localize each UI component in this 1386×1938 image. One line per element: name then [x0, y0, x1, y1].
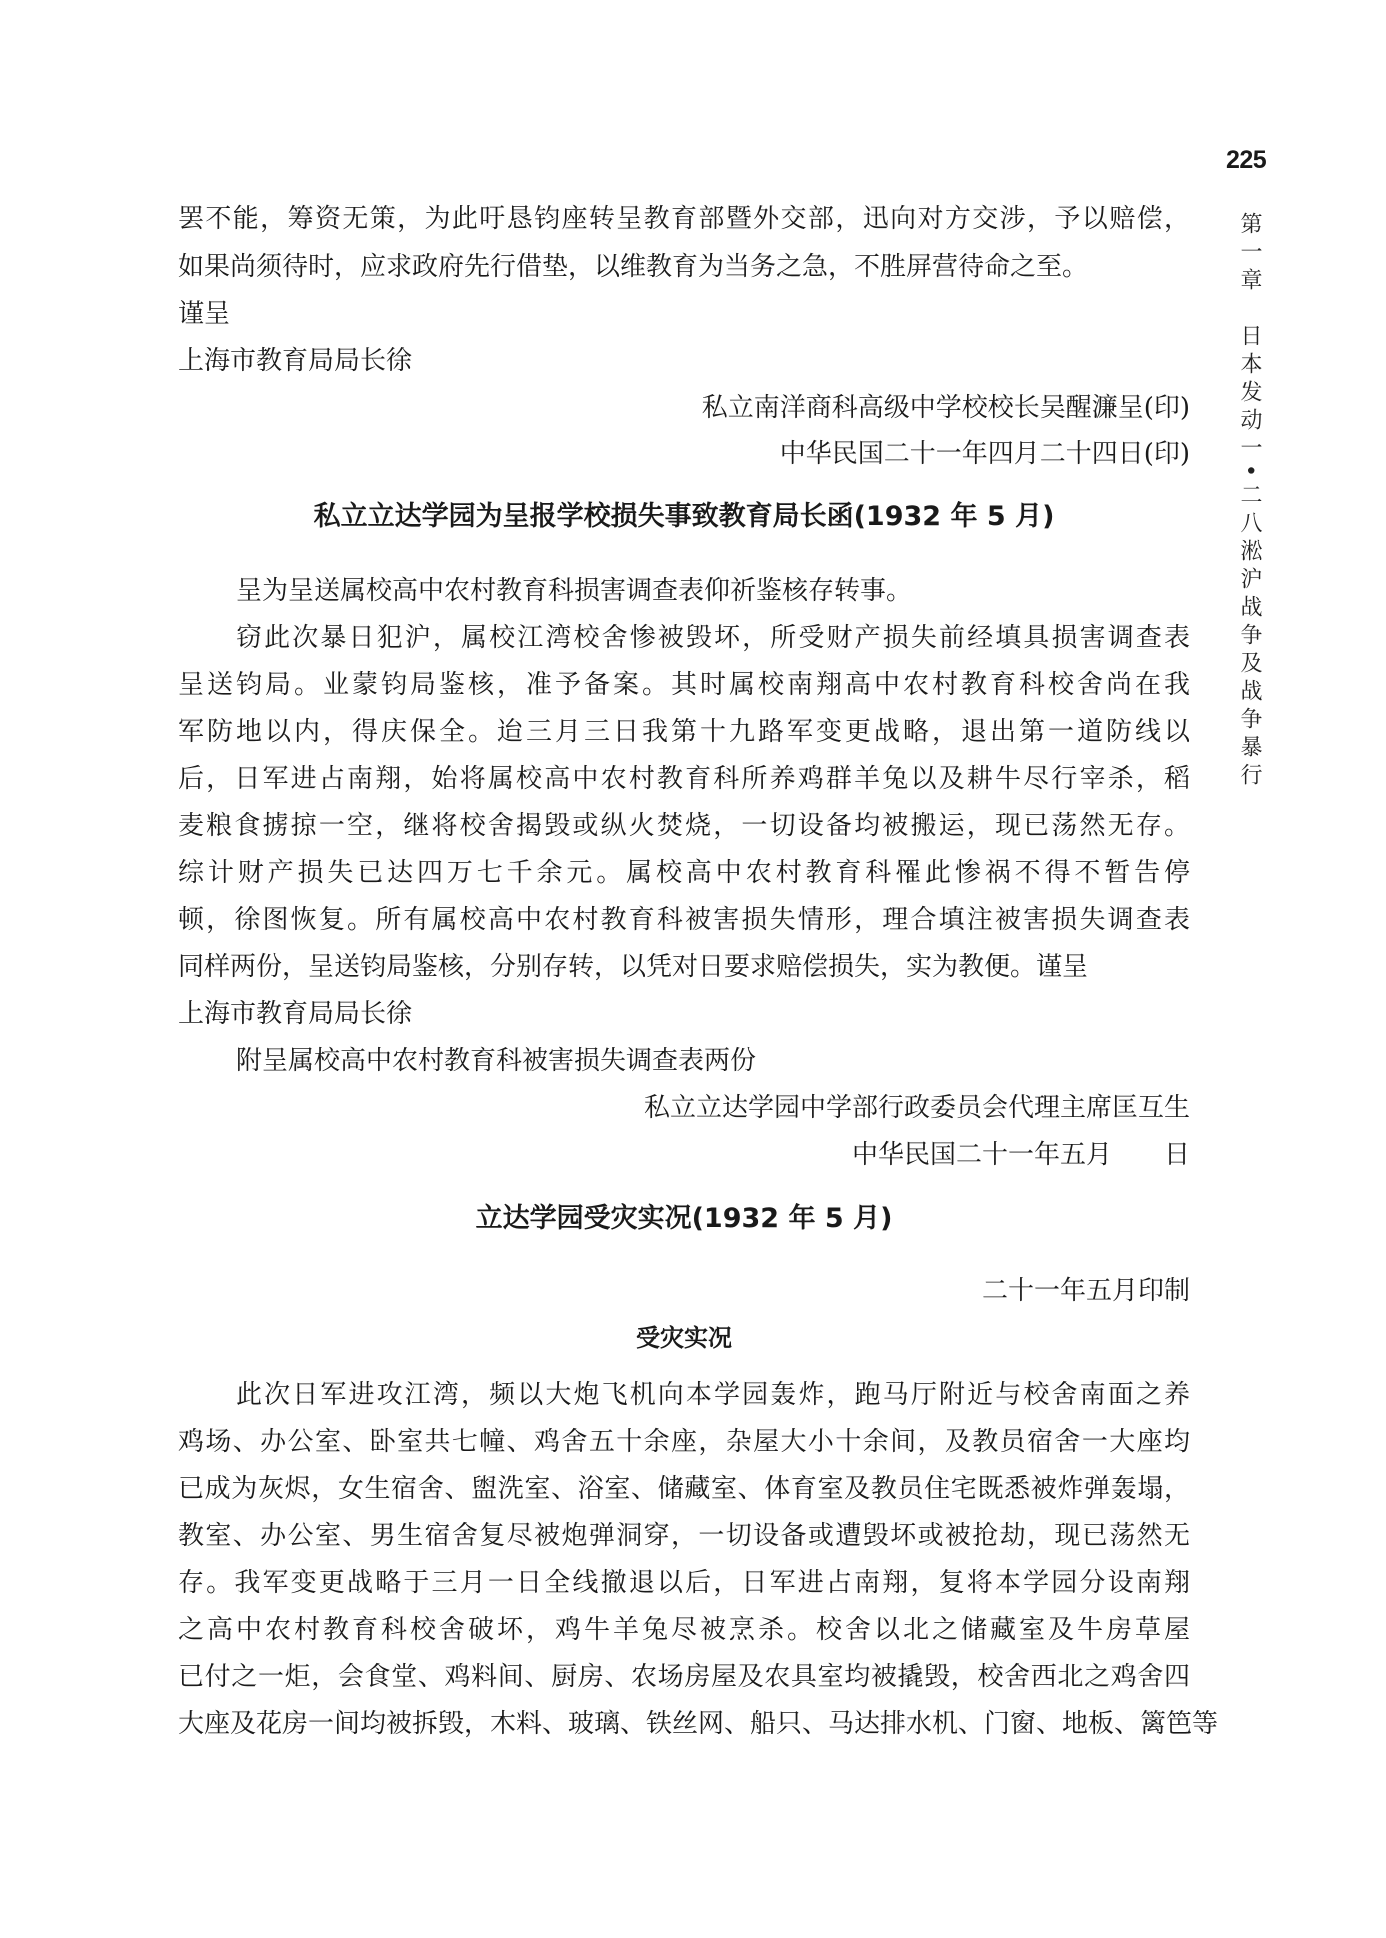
- body-line: 罢不能，筹资无策，为此吁恳钧座转呈教育部暨外交部，迅向对方交涉，予以赔偿，: [178, 204, 1190, 234]
- running-head: 第一章 日本发动一•二八淞沪战争及战争暴行: [1237, 212, 1262, 791]
- subsection-title: 受灾实况: [636, 1324, 732, 1352]
- section-title: 私立立达学园为呈报学校损失事致教育局长函(1932 年 5 月): [313, 501, 1055, 532]
- attachment-note: 附呈属校高中农村教育科被害损失调查表两份: [236, 1046, 757, 1076]
- addressee: 上海市教育局局长徐: [178, 346, 413, 376]
- body-line: 之高中农村教育科校舍破坏，鸡牛羊兔尽被烹杀。校舍以北之储藏室及牛房草屋: [178, 1615, 1190, 1645]
- body-line: 已付之一炬，会食堂、鸡料间、厨房、农场房屋及农具室均被撬毁，校舍西北之鸡舍四: [178, 1662, 1190, 1692]
- body-line: 呈送钧局。业蒙钧局鉴核，准予备案。其时属校南翔高中农村教育科校舍尚在我: [178, 670, 1190, 700]
- body-line: 此次日军进攻江湾，频以大炮飞机向本学园轰炸，跑马厅附近与校舍南面之养: [236, 1380, 1190, 1410]
- body-line: 教室、办公室、男生宿舍复尽被炮弹洞穿，一切设备或遭毁坏或被抢劫，现已荡然无: [178, 1521, 1190, 1551]
- closing-text: 谨呈: [178, 299, 231, 329]
- date-line: 中华民国二十一年四月二十四日(印): [779, 439, 1190, 469]
- body-line: 如果尚须待时，应求政府先行借垫，以维教育为当务之急，不胜屏营待命之至。: [178, 252, 1089, 282]
- body-line: 已成为灰烬，女生宿舍、盥洗室、浴室、储藏室、体育室及教员住宅既悉被炸弹轰塌，: [178, 1474, 1190, 1504]
- addressee: 上海市教育局局长徐: [178, 999, 413, 1029]
- body-line: 同样两份，呈送钧局鉴核，分别存转，以凭对日要求赔偿损失，实为教便。谨呈: [178, 952, 1089, 982]
- body-line: 大座及花房一间均被拆毁，木料、玻璃、铁丝网、船只、马达排水机、门窗、地板、篱笆等: [178, 1709, 1219, 1739]
- body-line: 窃此次暴日犯沪，属校江湾校舍惨被毁坏，所受财产损失前经填具损害调查表: [236, 623, 1190, 653]
- signature: 私立南洋商科高级中学校校长吴醒濂呈(印): [701, 393, 1190, 423]
- body-line: 顿，徐图恢复。所有属校高中农村教育科被害损失情形，理合填注被害损失调查表: [178, 905, 1190, 935]
- body-line: 鸡场、办公室、卧室共七幢、鸡舍五十余座，杂屋大小十余间，及教员宿舍一大座均: [178, 1427, 1190, 1457]
- body-line: 存。我军变更战略于三月一日全线撤退以后，日军进占南翔，复将本学园分设南翔: [178, 1568, 1190, 1598]
- body-line: 综计财产损失已达四万七千余元。属校高中农村教育科罹此惨祸不得不暂告停: [178, 858, 1190, 888]
- summary-line: 呈为呈送属校高中农村教育科损害调查表仰祈鉴核存转事。: [236, 576, 913, 606]
- body-line: 后，日军进占南翔，始将属校高中农村教育科所养鸡群羊兔以及耕牛尽行宰杀，稻: [178, 764, 1190, 794]
- imprint-line: 二十一年五月印制: [981, 1276, 1190, 1306]
- page-number: 225: [1226, 146, 1267, 174]
- section-title: 立达学园受灾实况(1932 年 5 月): [475, 1203, 893, 1234]
- signature: 私立立达学园中学部行政委员会代理主席匡互生: [643, 1093, 1190, 1123]
- date-line: 中华民国二十一年五月 日: [851, 1140, 1190, 1170]
- body-line: 麦粮食掳掠一空，继将校舍揭毁或纵火焚烧，一切设备均被搬运，现已荡然无存。: [178, 811, 1190, 841]
- body-line: 军防地以内，得庆保全。迨三月三日我第十九路军变更战略，退出第一道防线以: [178, 717, 1190, 747]
